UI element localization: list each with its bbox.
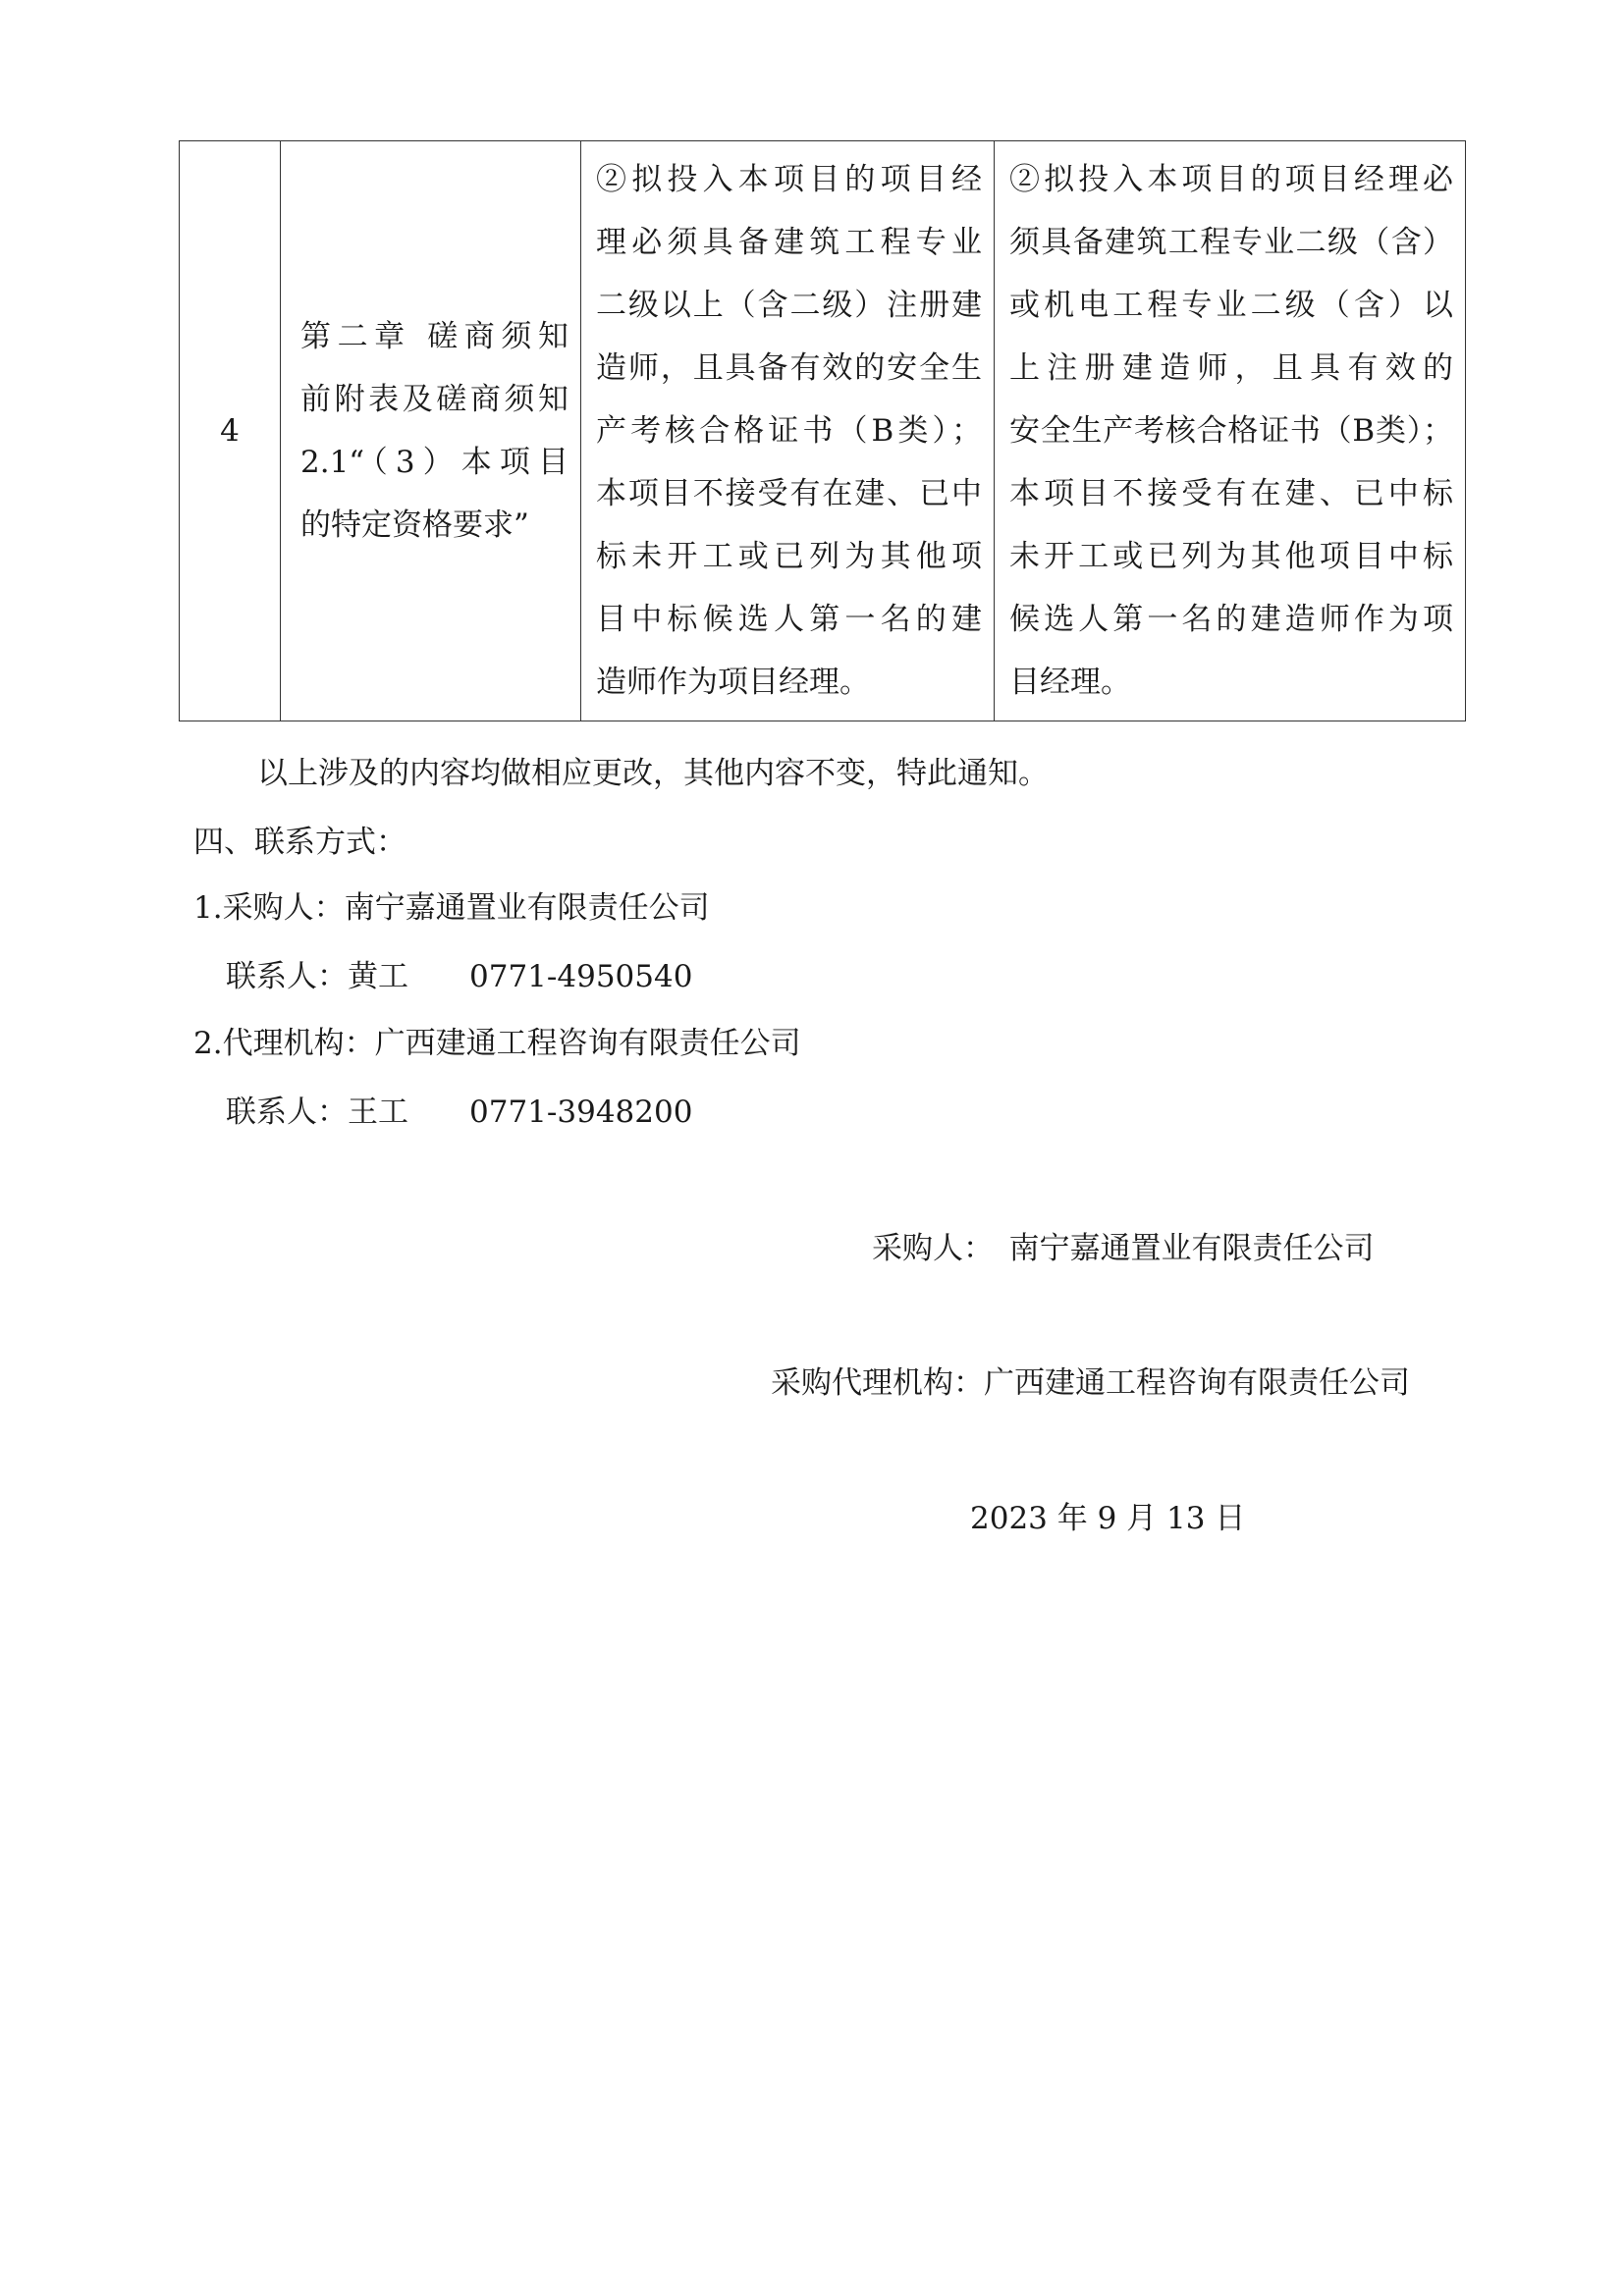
agency-contact: 联系人：王工 0771-3948200 (226, 1095, 693, 1130)
cell-line: 标未开工或已列为其他项 (596, 539, 982, 574)
cell-line: ②拟投入本项目的项目经 (596, 162, 982, 197)
cell-line: 目经理。 (1009, 665, 1131, 700)
signature-date: 2023 年 9 月 13 日 (970, 1501, 1246, 1536)
cell-line: 须具备建筑工程专业二级（含） (1009, 225, 1453, 260)
table-row (180, 141, 1466, 721)
cell-line: 产考核合格证书（B类）； (596, 413, 982, 449)
cell-line: 第二章 磋商须知 (300, 319, 568, 354)
notice-text: 以上涉及的内容均做相应更改，其他内容不变，特此通知。 (257, 756, 1049, 791)
cell-line: 二级以上（含二级）注册建 (596, 288, 982, 323)
cell-line: 安全生产考核合格证书（B类）； (1009, 413, 1453, 449)
cell-line: 前附表及磋商须知 (300, 382, 568, 417)
buyer-contact: 联系人：黄工 0771-4950540 (226, 959, 693, 994)
cell-line: 2.1“（3）本项目 (300, 445, 568, 480)
section-reference-cell (281, 141, 581, 721)
cell-line: 本项目不接受有在建、已中 (596, 476, 982, 511)
cell-line: 造师，且具备有效的安全生 (596, 350, 982, 386)
amendment-table (179, 140, 1466, 721)
cell-line: 或机电工程专业二级（含）以 (1009, 288, 1453, 323)
row-number: 4 (180, 141, 281, 721)
cell-line: 目中标候选人第一名的建 (596, 602, 982, 637)
cell-line: 未开工或已列为其他项目中标 (1009, 539, 1453, 574)
cell-line: 理必须具备建筑工程专业 (596, 225, 982, 260)
contact-heading: 四、联系方式： (193, 825, 406, 860)
agency-line: 2.代理机构：广西建通工程咨询有限责任公司 (193, 1026, 801, 1061)
changed-content-cell (995, 141, 1466, 721)
cell-line: 的特定资格要求” (300, 507, 529, 543)
original-content-cell (581, 141, 995, 721)
signature-agency: 采购代理机构：广西建通工程咨询有限责任公司 (771, 1365, 1410, 1401)
cell-line: ②拟投入本项目的项目经理必 (1009, 162, 1453, 197)
cell-line: 上注册建造师，且具有效的 (1009, 350, 1453, 386)
cell-line: 本项目不接受有在建、已中标 (1009, 476, 1453, 511)
cell-line: 候选人第一名的建造师作为项 (1009, 602, 1453, 637)
signature-buyer: 采购人： 南宁嘉通置业有限责任公司 (872, 1231, 1375, 1266)
buyer-line: 1.采购人：南宁嘉通置业有限责任公司 (193, 890, 710, 926)
cell-line: 造师作为项目经理。 (596, 665, 870, 700)
